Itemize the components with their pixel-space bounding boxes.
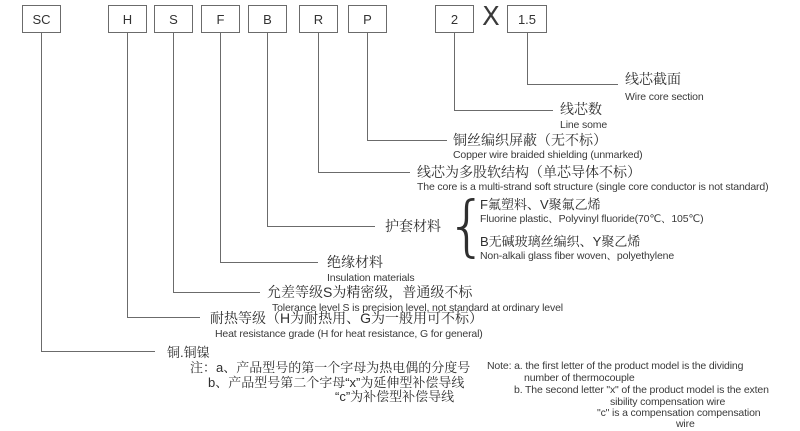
code-box-f: F <box>201 5 240 33</box>
code-box-1-5: 1.5 <box>507 5 547 33</box>
note-zh-line2: b、产品型号第二个字母“x”为延伸型补偿导线 <box>208 375 465 390</box>
code-box-r: R <box>299 5 338 33</box>
sheath-option-b-zh: B无碱玻璃丝编织、Y聚乙烯 <box>480 234 641 249</box>
note-en-line4: sibility compensation wire <box>610 396 726 408</box>
note-en-line2: number of thermocouple <box>524 372 635 384</box>
label-conductor-material-zh: 铜.铜镍 <box>167 345 210 360</box>
note-en-line6: wire <box>676 418 695 430</box>
label-insulation-zh: 绝缘材料 <box>327 254 383 270</box>
label-heat-resistance-en: Heat resistance grade (H for heat resistance, G for general) <box>215 328 483 340</box>
code-box-s: S <box>154 5 193 33</box>
sheath-option-b-en: Non-alkali glass fiber woven、polyethylene <box>480 250 675 262</box>
label-insulation-en: Insulation materials <box>327 272 415 284</box>
label-shielding-zh: 铜丝编织屏蔽（无不标） <box>453 132 607 148</box>
label-shielding-en: Copper wire braided shielding (unmarked) <box>453 149 643 161</box>
sheath-option-f-en: Fluorine plastic、Polyvinyl fluoride(70℃、105℃) <box>480 213 704 225</box>
label-wire-core-count-zh: 线芯数 <box>560 101 602 117</box>
curly-brace: { <box>446 187 488 264</box>
label-tolerance-en: Tolerance level S is precision level, not standard at ordinary level <box>272 302 563 314</box>
label-wire-core-section-zh: 线芯截面 <box>625 71 681 87</box>
code-box-p: P <box>348 5 387 33</box>
connector-p <box>367 33 447 141</box>
note-en-line3: b. The second letter "x" of the product model is the exten <box>514 384 769 396</box>
connector-1-5 <box>527 33 618 85</box>
note-en-line1: Note: a. the first letter of the product model is the dividing <box>487 360 744 372</box>
label-tolerance-zh: 允差等级S为精密级，普通级不标 <box>267 284 473 300</box>
label-wire-core-count-en: Line some <box>560 119 608 131</box>
label-multi-strand-zh: 线芯为多股软结构（单芯导体不标） <box>417 164 641 180</box>
code-box-2: 2 <box>435 5 474 33</box>
note-zh-line3: “c”为补偿型补偿导线 <box>335 389 455 404</box>
label-heat-resistance-zh: 耐热等级（H为耐热用、G为一般用可不标） <box>210 310 483 326</box>
code-box-h: H <box>108 5 147 33</box>
note-zh-line1: 注：a、产品型号的第一个字母为热电偶的分度号 <box>190 360 471 375</box>
label-wire-core-section-en: Wire core section <box>625 91 704 103</box>
sheath-option-f-zh: F氟塑料、V聚氟乙烯 <box>480 197 601 212</box>
label-multi-strand-en: The core is a multi-strand soft structure (single core conductor is not standard) <box>417 181 769 193</box>
label-sheath-material-zh: 护套材料 <box>385 218 441 234</box>
code-box-sc: SC <box>22 5 61 33</box>
code-box-b: B <box>248 5 287 33</box>
multiply-sign: X <box>482 2 500 32</box>
note-en-line5: "c" is a compensation compensation <box>597 407 761 419</box>
